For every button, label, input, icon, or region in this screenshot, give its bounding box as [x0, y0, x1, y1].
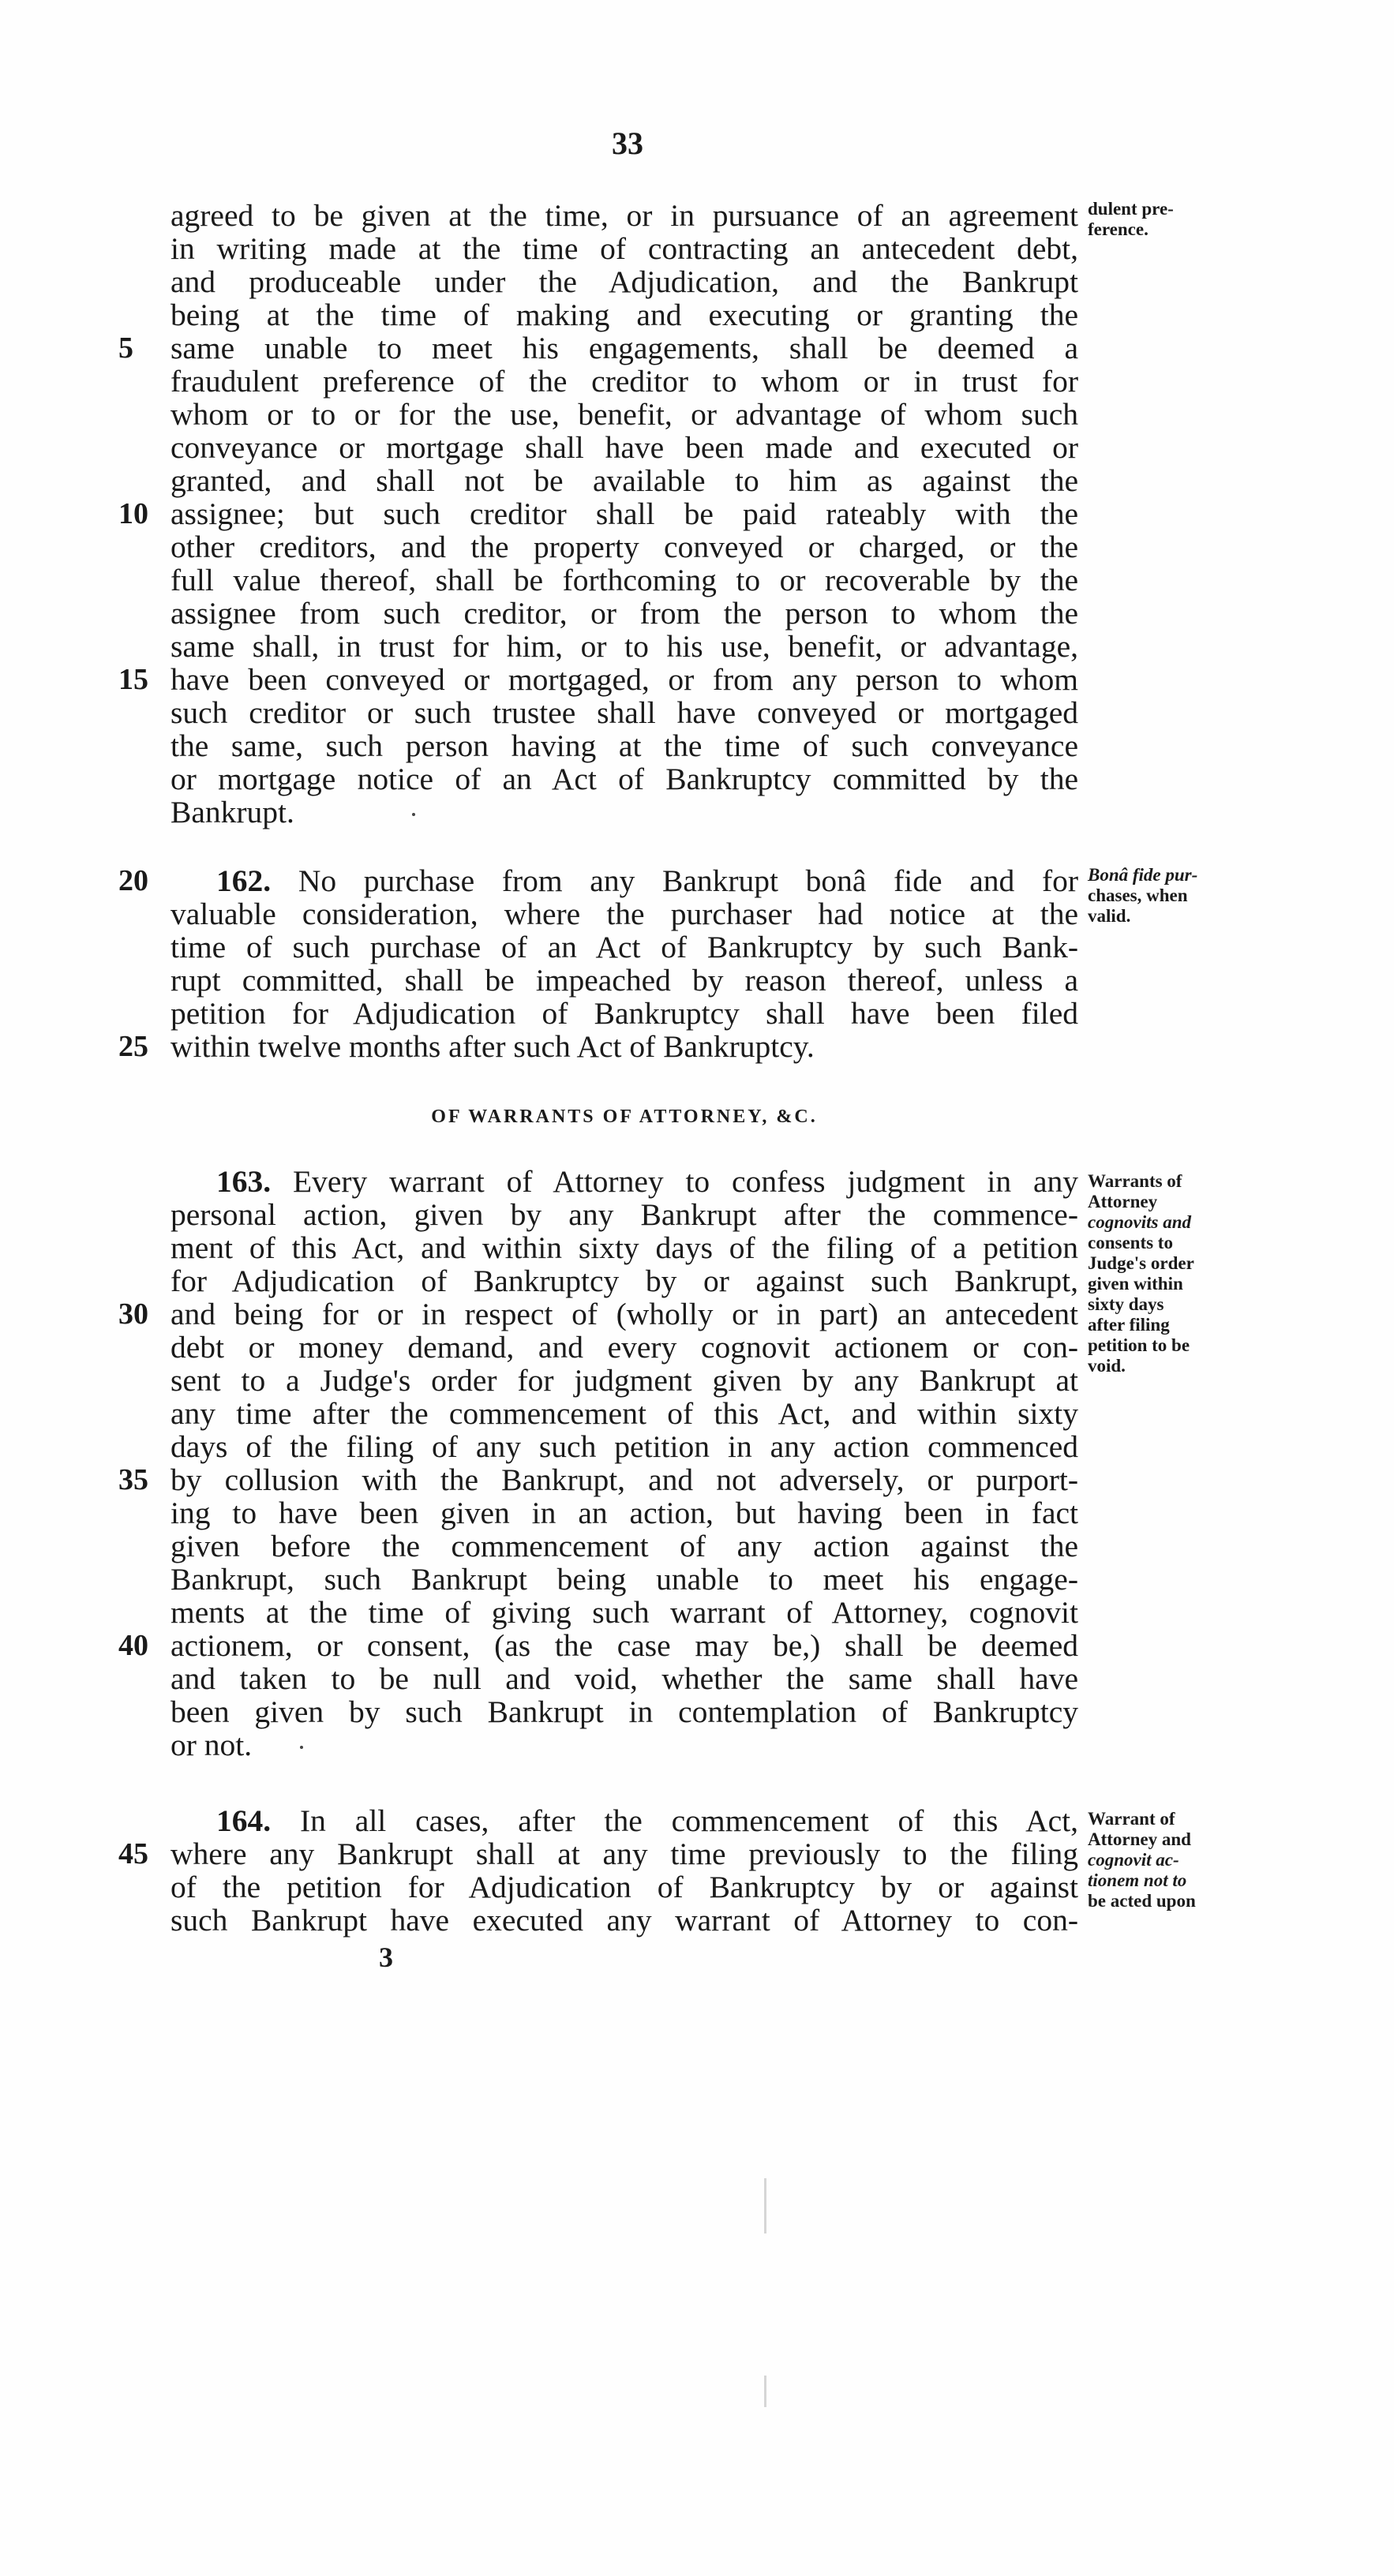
text-line — [171, 1163, 1078, 1200]
ink-speck — [412, 813, 415, 816]
marginal-note-line: given within — [1088, 1274, 1183, 1294]
marginal-note-line: void. — [1088, 1356, 1126, 1376]
text-line: sent to a Judge's order for judgment given by any Bankrupt at — [171, 1363, 1078, 1398]
marginal-note-bona-fide-purchases — [1088, 865, 1246, 927]
line-number: 25 — [118, 1030, 148, 1063]
marginal-note-line: Bonâ fide pur- — [1088, 865, 1198, 885]
line-number: 20 — [118, 864, 148, 897]
section-heading: OF WARRANTS OF ATTORNEY, &C. — [431, 1106, 818, 1127]
text-line: rupt committed, shall be impeached by reason thereof, unless a — [171, 963, 1078, 998]
text-line: Bankrupt, such Bankrupt being unable to meet his engage- — [171, 1562, 1078, 1597]
text-line: and produceable under the Adjudication, and the Bankrupt — [171, 264, 1078, 299]
text-line: actionem, or consent, (as the case may be,) shall be deemed — [171, 1628, 1078, 1663]
marginal-note-line: be acted upon — [1088, 1891, 1196, 1911]
text-line — [171, 1803, 1078, 1839]
marginal-note-line: Warrants of — [1088, 1171, 1182, 1191]
line-number: 35 — [118, 1463, 148, 1496]
text-line: and being for or in respect of (wholly or in part) an antecedent — [171, 1297, 1078, 1331]
text-line: time of such purchase of an Act of Bankruptcy by such Bank- — [171, 930, 1078, 964]
text-line: whom or to or for the use, benefit, or advantage of whom such — [171, 397, 1078, 432]
text-line: assignee; but such creditor shall be paid rateably with the — [171, 496, 1078, 531]
paper-fold-mark — [764, 2178, 766, 2233]
line-number: 30 — [118, 1297, 148, 1331]
text-line: debt or money demand, and every cognovit actionem or con- — [171, 1330, 1078, 1365]
text-line — [171, 863, 1078, 899]
text-line: or not. — [171, 1728, 253, 1762]
text-line: assignee from such creditor, or from the person to whom the — [171, 596, 1078, 631]
section-number: 164. — [216, 1803, 272, 1838]
text-line: such creditor or such trustee shall have conveyed or mortgaged — [171, 695, 1078, 730]
text-line: petition for Adjudication of Bankruptcy shall have been filed — [171, 996, 1078, 1031]
marginal-note-warrant-not-acted-upon — [1088, 1809, 1246, 1911]
marginal-note-line: consents to — [1088, 1233, 1173, 1252]
marginal-note-line: Warrant of — [1088, 1809, 1175, 1829]
line-number: 40 — [118, 1629, 148, 1662]
text-line: being at the time of making and executing or granting the — [171, 298, 1078, 332]
marginal-note-line: ference. — [1088, 219, 1149, 239]
text-line: ing to have been given in an action, but having been in fact — [171, 1496, 1078, 1530]
marginal-note-line: cognovits and — [1088, 1212, 1191, 1232]
paper-fold-mark — [764, 2376, 766, 2407]
section-number: 162. — [216, 863, 272, 898]
text-line: such Bankrupt have executed any warrant of Attorney to con- — [171, 1903, 1078, 1938]
line-number: 10 — [118, 497, 148, 530]
text-line: valuable consideration, where the purchaser had notice at the — [171, 897, 1078, 931]
text-line: have been conveyed or mortgaged, or from any person to whom — [171, 662, 1078, 697]
marginal-note-line: Attorney and — [1088, 1829, 1191, 1849]
printer-signature-mark: 3 — [379, 1941, 393, 1973]
text-line: fraudulent preference of the creditor to whom or in trust for — [171, 364, 1078, 399]
text-line: of the petition for Adjudication of Bankruptcy by or against — [171, 1870, 1078, 1904]
text-line: other creditors, and the property conveyed or charged, or the — [171, 530, 1078, 564]
marginal-note-line: tionem not to — [1088, 1870, 1187, 1890]
section-text: No purchase from any Bankrupt bonâ fide and for — [298, 863, 1079, 898]
marginal-note-line: Attorney — [1088, 1192, 1158, 1211]
text-line: been given by such Bankrupt in contemplation of Bankruptcy — [171, 1694, 1078, 1729]
text-line: in writing made at the time of contracting an antecedent debt, — [171, 231, 1078, 266]
text-line: ments at the time of giving such warrant of Attorney, cognovit — [171, 1595, 1078, 1630]
section-text: Every warrant of Attorney to confess judgment in any — [292, 1164, 1079, 1199]
marginal-note-warrants-void — [1088, 1171, 1246, 1376]
text-line: where any Bankrupt shall at any time previously to the filing — [171, 1837, 1078, 1871]
text-line: granted, and shall not be available to him as against the — [171, 463, 1078, 498]
text-line: and taken to be null and void, whether the same shall have — [171, 1661, 1078, 1696]
text-line: conveyance or mortgage shall have been made and executed or — [171, 430, 1078, 465]
text-line: the same, such person having at the time of such conveyance — [171, 728, 1078, 763]
text-line: given before the commencement of any action against the — [171, 1529, 1078, 1563]
section-text: In all cases, after the commencement of this Act, — [300, 1803, 1079, 1838]
marginal-note-line: cognovit ac- — [1088, 1850, 1179, 1870]
text-line: Bankrupt. — [171, 795, 294, 829]
text-line: same shall, in trust for him, or to his use, benefit, or advantage, — [171, 629, 1078, 664]
text-line: any time after the commencement of this Act, and within sixty — [171, 1396, 1078, 1431]
line-number: 15 — [118, 663, 148, 696]
text-line: ment of this Act, and within sixty days of the filing of a petition — [171, 1230, 1078, 1265]
ink-speck — [300, 1746, 303, 1749]
text-line: full value thereof, shall be forthcoming to or recoverable by the — [171, 563, 1078, 597]
marginal-note-line: valid. — [1088, 906, 1131, 926]
text-line: for Adjudication of Bankruptcy by or against such Bankrupt, — [171, 1264, 1078, 1298]
section-number: 163. — [216, 1164, 272, 1199]
text-line: or mortgage notice of an Act of Bankruptcy committed by the — [171, 762, 1078, 796]
marginal-note-line: sixty days — [1088, 1294, 1164, 1314]
marginal-note-line: Judge's order — [1088, 1253, 1194, 1273]
text-line: within twelve months after such Act of Bankruptcy. — [171, 1029, 815, 1064]
marginal-note-line: chases, when — [1088, 886, 1188, 905]
text-line: same unable to meet his engagements, shall be deemed a — [171, 331, 1078, 365]
text-line: days of the filing of any such petition in any action commenced — [171, 1429, 1078, 1464]
page-number: 33 — [612, 125, 643, 161]
text-line: personal action, given by any Bankrupt after the commence- — [171, 1197, 1078, 1232]
marginal-note-line: after filing — [1088, 1315, 1170, 1335]
marginal-note-fraudulent-preference — [1088, 199, 1246, 240]
marginal-note-line: dulent pre- — [1088, 199, 1174, 219]
text-line: agreed to be given at the time, or in pursuance of an agreement — [171, 198, 1078, 233]
line-number: 5 — [118, 331, 133, 365]
line-number: 45 — [118, 1837, 148, 1870]
text-line: by collusion with the Bankrupt, and not adversely, or purport- — [171, 1462, 1078, 1497]
marginal-note-line: petition to be — [1088, 1335, 1190, 1355]
